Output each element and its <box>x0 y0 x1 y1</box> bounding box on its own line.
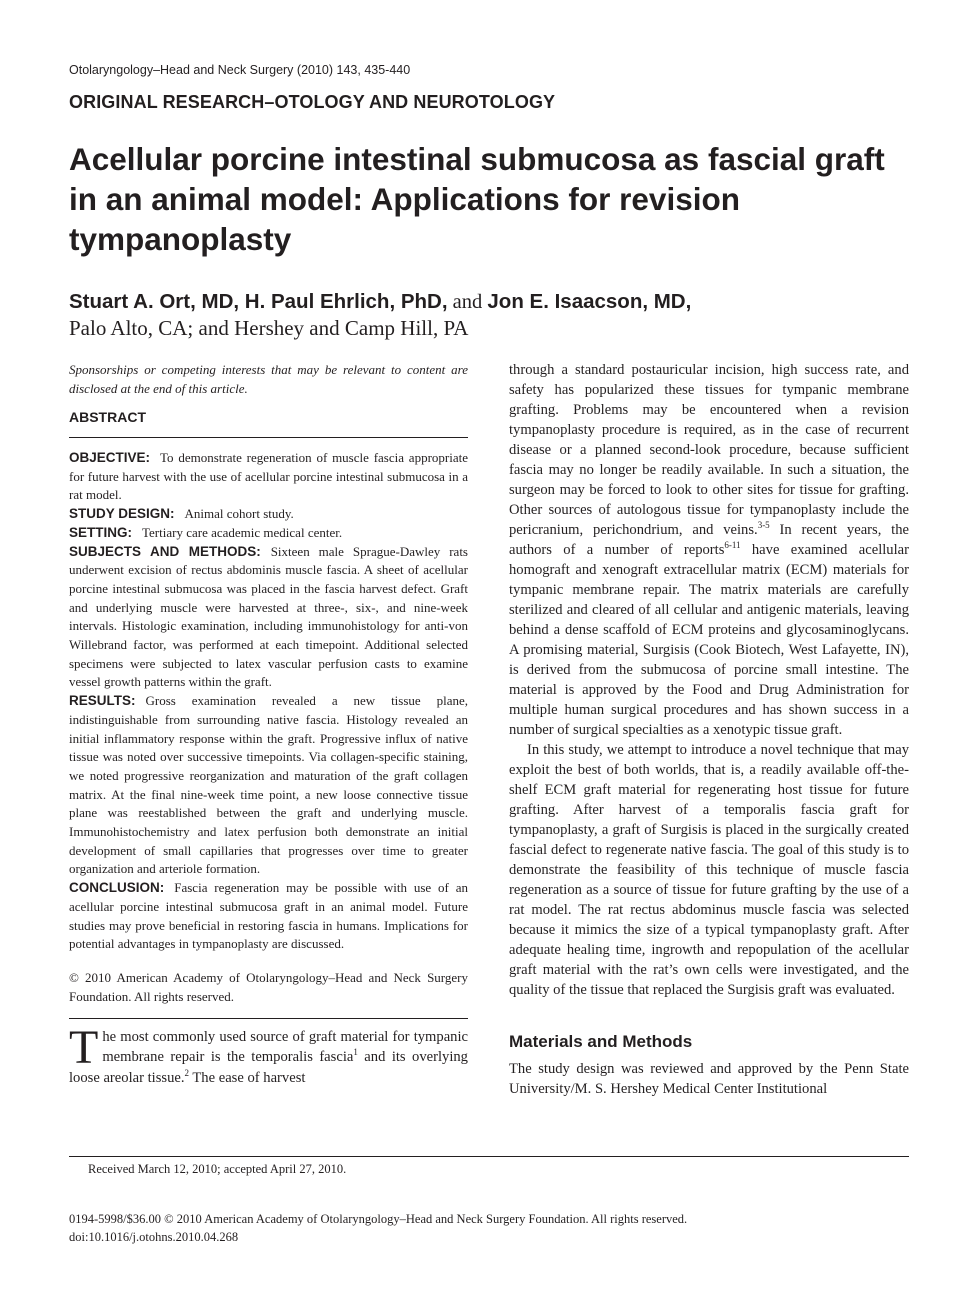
abstract-study-design <box>69 505 468 524</box>
intro-text-b: and its overlying loose areolar tissue. <box>69 1049 468 1086</box>
body-paragraph-1 <box>509 360 909 740</box>
abstract-label: SETTING: <box>69 524 132 540</box>
abstract-setting <box>69 524 468 543</box>
section-heading: ORIGINAL RESEARCH–OTOLOGY AND NEUROTOLOGY <box>69 92 556 112</box>
body-text: have examined acellular homograft and xenograft extracellular matrix (ECM) materials for tympanic membrane repair. The matrix materials are carefully sterilized and cleared of all cellular and antigenic materials, leaving behind a dense scaffold of ECM proteins and glycosaminoglycans. A promising material, Surgisis (Cook Biotech, West Lafayette, IN), is derived from the submucosa of porcine small intestine. The material is approved by the Food and Drug Administration for multiple human surgical procedures and has shown success in a number of surgical specialties as a xenotypic tissue graft. <box>509 542 909 738</box>
left-column <box>69 360 468 1088</box>
journal-citation: Otolaryngology–Head and Neck Surgery (2010) 143, 435-440 <box>69 63 411 77</box>
article-title: Acellular porcine intestinal submucosa as fascial graft in an animal model: Applications for revision tympanoplasty <box>69 141 885 257</box>
body-text: In recent years, the authors of a number of reports <box>509 522 910 558</box>
reference-link[interactable]: 3-5 <box>757 520 770 531</box>
intro-text-c: The ease of harvest <box>189 1069 306 1086</box>
abstract-methods <box>69 543 468 693</box>
issn-line: 0194-5998/$36.00 © 2010 American Academy of Otolaryngology–Head and Neck Surgery Foundation. All rights reserved. <box>69 1212 688 1226</box>
issn-block <box>69 1210 687 1246</box>
authors-last: Jon E. Isaacson, MD, <box>487 290 692 313</box>
body-paragraph-3: The study design was reviewed and approved by the Penn State University/M. S. Hershey Medical Center Institutional <box>509 1061 909 1097</box>
reference-link[interactable]: 6-11 <box>724 540 741 551</box>
abstract-heading: ABSTRACT <box>69 409 146 425</box>
footnote-rule <box>69 1156 909 1157</box>
abstract-text: Sixteen male Sprague-Dawley rats underwent excision of rectus abdominis muscle fascia. A sheet of acellular porcine intestinal submucosa was placed in the fascia harvest defect. Graft and underlying muscle were harvested at three-, six-, and nine-week intervals. Histologic examination, including immunohistology for anti-von Willebrand factor, was performed at each timepoint. Additional selected specimens were subjected to latex vascular perfusion casts to examine vessel growth patterns within the graft. <box>69 543 468 690</box>
author-affiliation: Palo Alto, CA; and Hershey and Camp Hill, PA <box>69 316 469 340</box>
abstract-text: Tertiary care academic medical center. <box>142 524 343 540</box>
abstract-label: SUBJECTS AND METHODS: <box>69 543 261 559</box>
methods-heading: Materials and Methods <box>509 1032 693 1051</box>
authors-conjunction: and <box>452 291 483 313</box>
intro-text-a: he most commonly used source of graft material for tympanic membrane repair is the temporalis fascia <box>102 1028 468 1066</box>
abstract-text: Animal cohort study. <box>184 506 294 522</box>
author-line <box>69 288 929 316</box>
drop-cap: T <box>69 1020 99 1074</box>
reference-link[interactable]: 2 <box>184 1068 189 1079</box>
abstract-text: Fascia regeneration may be possible with use of an acellular porcine intestinal submucosa graft in an animal model. Future studies may prove beneficial in restoring fascia in humans. Implications for potential advantages in tympanoplasty are discussed. <box>69 880 468 952</box>
copyright-notice: © 2010 American Academy of Otolaryngology–Head and Neck Surgery Foundation. All rights reserved. <box>69 969 468 1004</box>
body-text: through a standard postauricular incision, high success rate, and safety has popularized these tissues for tympanic membrane grafting. Problems may be encountered when a revision tympanoplasty procedure is required, as in the case of recurrent disease or a planned second-look procedure, because sufficient fascia may no longer be readily available. In such a situation, the surgeon may be forced to look to other sites for tissue for grafting. Other sources of autologous tissue for tympanoplasty include the pericranium, perichondrium, and veins. <box>509 362 909 538</box>
abstract-rule <box>69 437 468 438</box>
abstract-label: OBJECTIVE: <box>69 450 151 465</box>
authors-first: Stuart A. Ort, MD, H. Paul Ehrlich, PhD, <box>69 290 448 313</box>
received-date: Received March 12, 2010; accepted April 27, 2010. <box>88 1162 347 1176</box>
abstract-conclusion <box>69 879 468 954</box>
doi-line[interactable]: doi:10.1016/j.otohns.2010.04.268 <box>69 1230 239 1244</box>
abstract-text: Gross examination revealed a new tissue plane, indistinguishable from surrounding native fascia. Histology revealed an initial inflammatory response within the graft. Progressive influx of native tissue was noted over successive timepoints. Via collagen-specific staining, we noted progressive reorganization and maturation of the graft collagen matrix. At the final nine-week time point, a new loose connective tissue plane was reestablished between the graft and underlying muscle. Immunohistochemistry and latex perfusion both demonstrate an initial development of small capillaries that progresses over time to greater organization and arteriole formation. <box>69 693 468 877</box>
abstract-label: STUDY DESIGN: <box>69 506 175 522</box>
abstract-results <box>69 692 468 879</box>
abstract-label: CONCLUSION: <box>69 880 165 896</box>
abstract-objective <box>69 449 468 505</box>
reference-link[interactable]: 1 <box>353 1047 358 1058</box>
intro-rule <box>69 1018 468 1019</box>
intro-paragraph <box>69 1020 468 1089</box>
abstract-text: To demonstrate regeneration of muscle fascia appropriate for future harvest with the use of acellular porcine intestinal submucosa in a rat model. <box>69 450 468 503</box>
sponsorship-note: Sponsorships or competing interests that may be relevant to content are disclosed at the end of this article. <box>69 362 468 396</box>
right-column <box>509 360 909 1099</box>
abstract-label: RESULTS: <box>69 693 136 709</box>
body-paragraph-2: In this study, we attempt to introduce a novel technique that may exploit the best of both worlds, that is, a readily available off-the-shelf ECM graft material for regenerating host tissue for future grafting. After harvest of a temporalis fascia graft for tympanoplasty, a graft of Surgisis is placed in the surgically created fascial defect to regenerate native fascia. The goal of this study is to demonstrate the feasibility of this technique of muscle fascia regeneration as a source of tissue for future grafting by the use of a rat model. The rat rectus abdominus muscle fascia was selected because it mimics the size of a typical tympanoplasty graft. After adequate healing time, ingrowth and repopulation of the acellular graft material with the rat’s own cells were investigated, and the quality of the tissue that replaced the Surgisis graft was evaluated. <box>509 742 909 998</box>
